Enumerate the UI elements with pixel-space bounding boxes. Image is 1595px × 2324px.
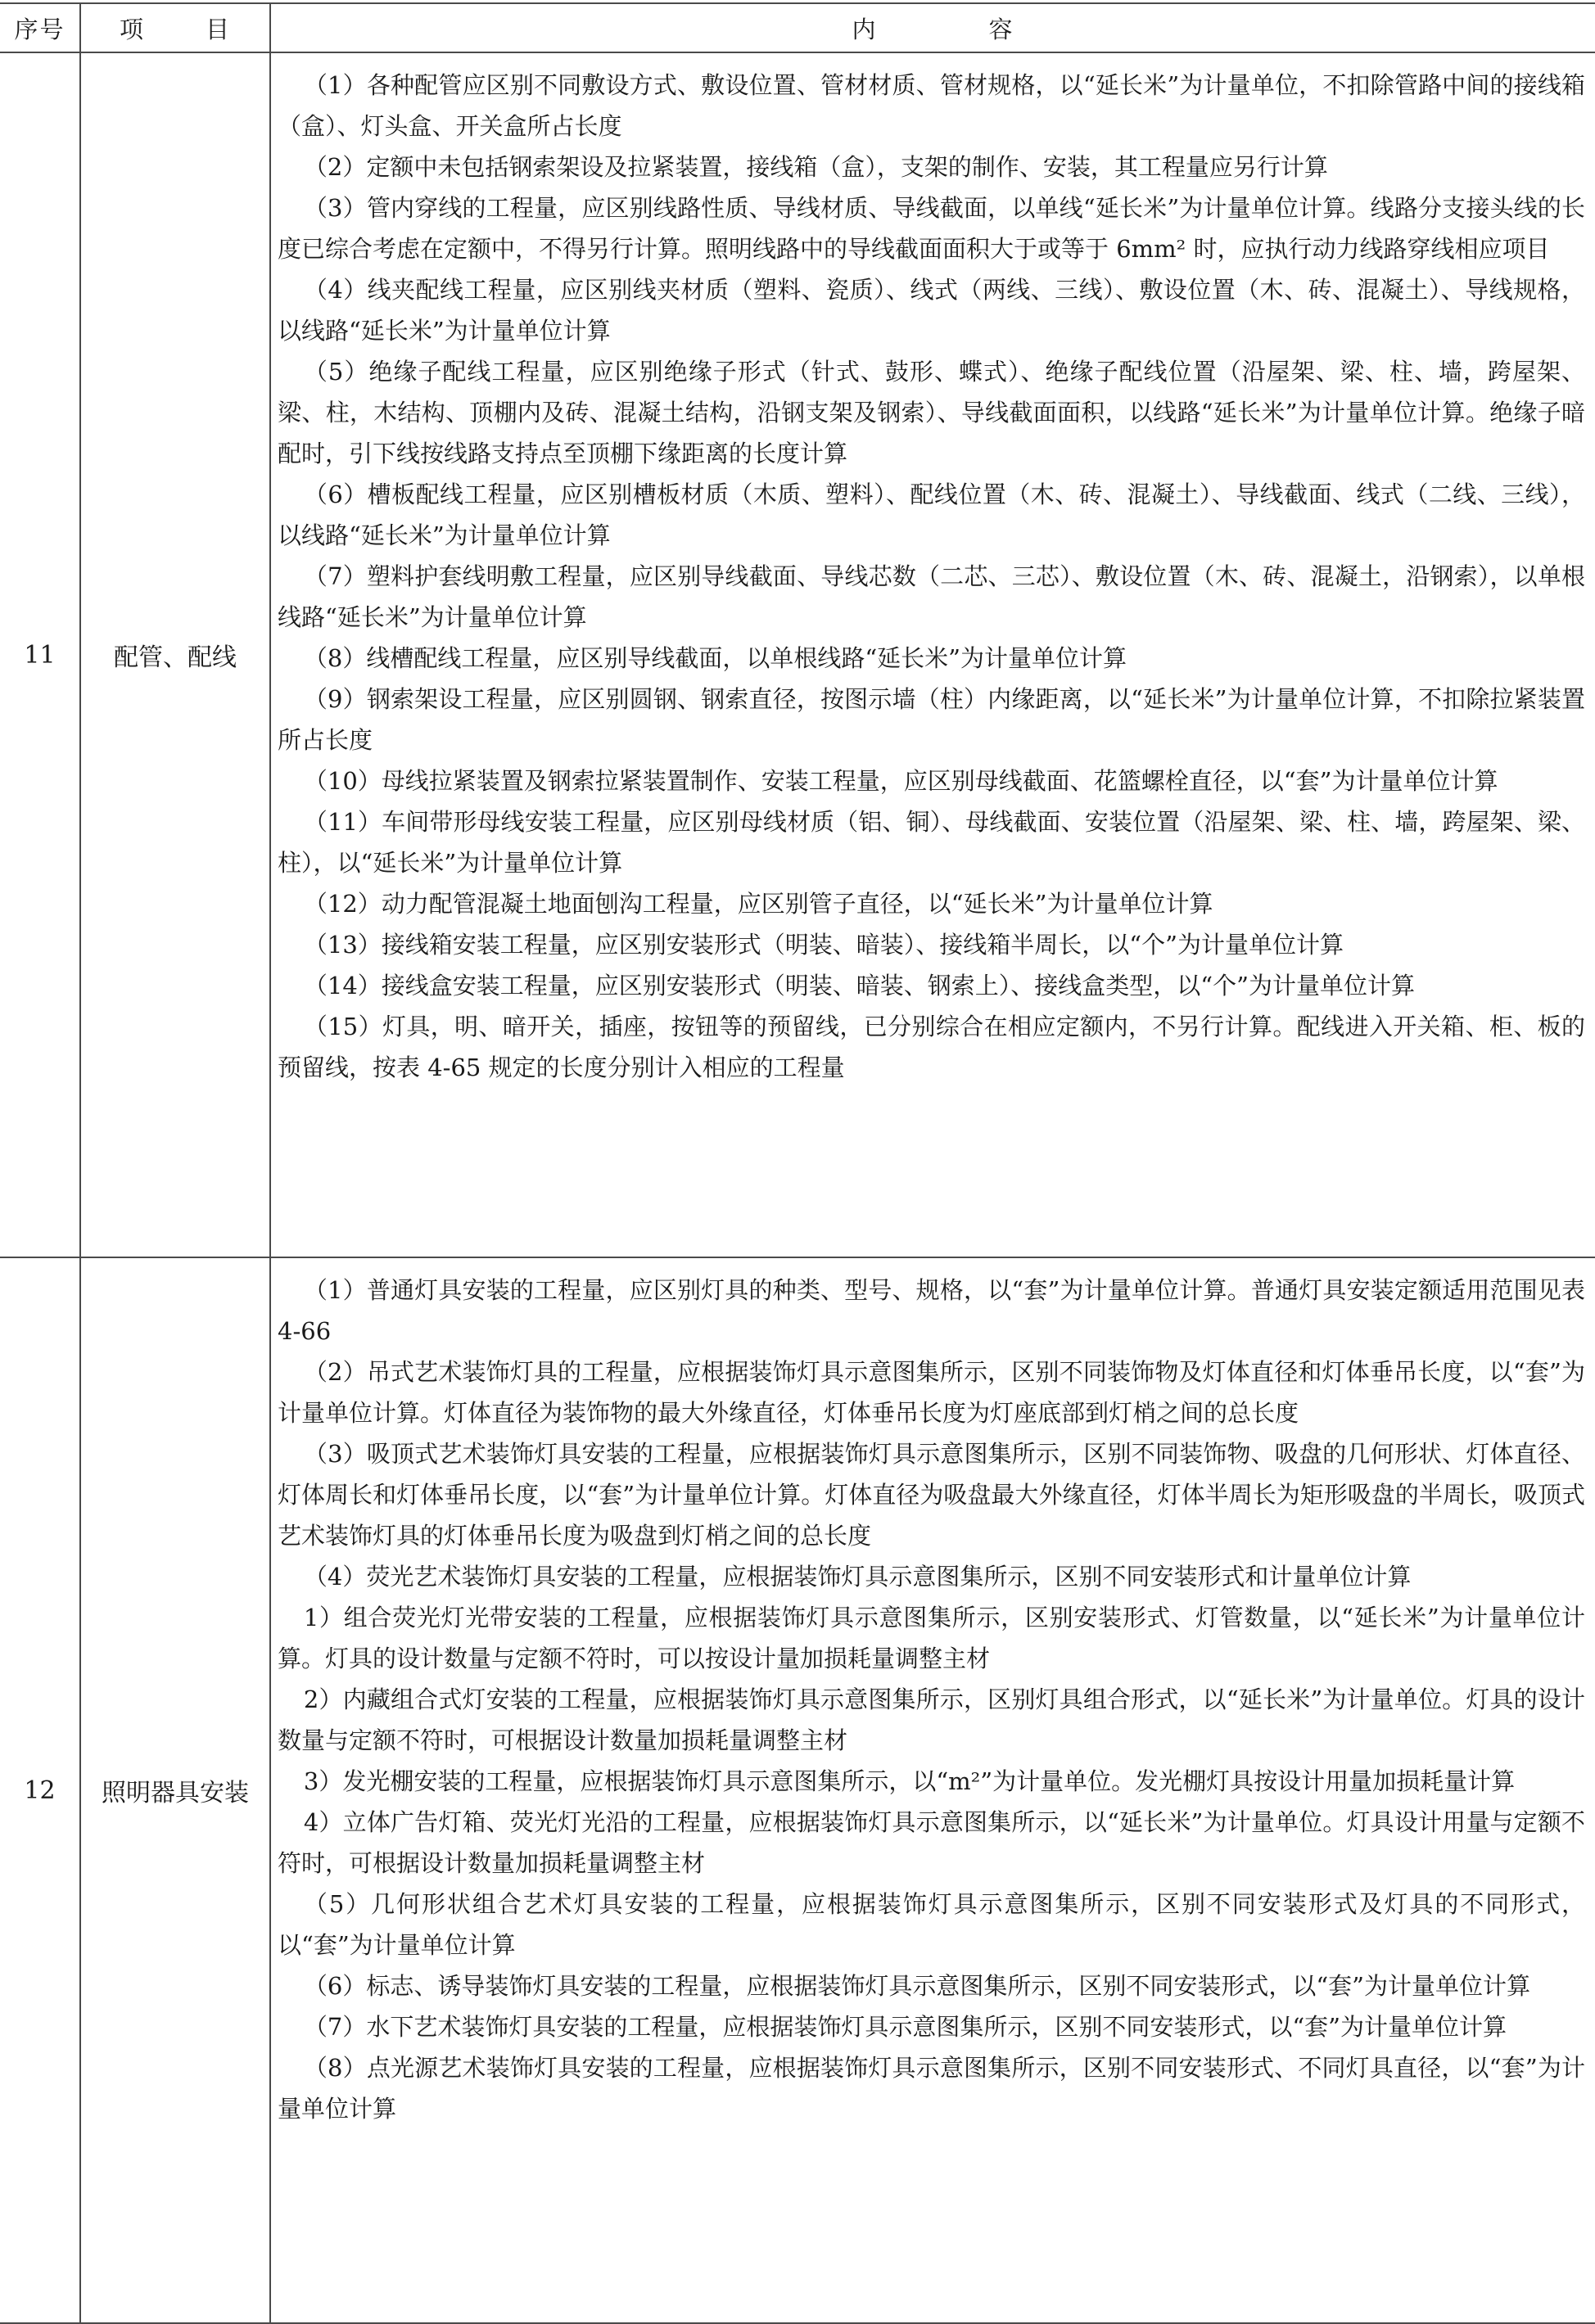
- content-paragraph: （7）水下艺术装饰灯具安装的工程量，应根据装饰灯具示意图集所示，区别不同安装形式，以“套”为计量单位计算: [303, 2013, 1507, 2041]
- content-paragraph: （4）线夹配线工程量，应区别线夹材质（塑料、瓷质）、线式（两线、三线）、敷设位置（木、砖、混凝土）、导线规格，以线路“延长米”为计量单位计算: [278, 276, 1585, 345]
- content-paragraph: （9）钢索架设工程量，应区别圆钢、钢索直径，按图示墙（柱）内缘距离，以“延长米”为计量单位计算，不扣除拉紧装置所占长度: [278, 685, 1585, 754]
- content-paragraph: （8）点光源艺术装饰灯具安装的工程量，应根据装饰灯具示意图集所示，区别不同安装形式、不同灯具直径，以“套”为计量单位计算: [278, 2054, 1585, 2123]
- content-paragraph: （6）标志、诱导装饰灯具安装的工程量，应根据装饰灯具示意图集所示，区别不同安装形式，以“套”为计量单位计算: [303, 1972, 1530, 2000]
- content-paragraph: （8）线槽配线工程量，应区别导线截面，以单根线路“延长米”为计量单位计算: [303, 644, 1127, 672]
- content-paragraph: （4）荧光艺术装饰灯具安装的工程量，应根据装饰灯具示意图集所示，区别不同安装形式和计量单位计算: [303, 1563, 1412, 1591]
- header-content-char-2: 容: [988, 15, 1014, 43]
- row-number: 12: [0, 1257, 80, 2323]
- row-content: [270, 1257, 1595, 2323]
- header-content-char-1: 内: [852, 15, 878, 43]
- content-paragraph: （5）绝缘子配线工程量，应区别绝缘子形式（针式、鼓形、蝶式）、绝缘子配线位置（沿屋架、梁、柱、墙，跨屋架、梁、柱，木结构、顶棚内及砖、混凝土结构，沿钢支架及钢索）、导线截面面积，以线路“延长米”为计量单位计算。绝缘子暗配时，引下线按线路支持点至顶棚下缘距离的长度计算: [278, 358, 1585, 467]
- content-paragraph: （5）几何形状组合艺术灯具安装的工程量，应根据装饰灯具示意图集所示，区别不同安装形式及灯具的不同形式，以“套”为计量单位计算: [278, 1890, 1585, 1959]
- quantity-rules-table: [0, 2, 1595, 2324]
- content-paragraph: （1）普通灯具安装的工程量，应区别灯具的种类、型号、规格，以“套”为计量单位计算。普通灯具安装定额适用范围见表 4-66: [278, 1276, 1585, 1345]
- content-paragraph: （11）车间带形母线安装工程量，应区别母线材质（铝、铜）、母线截面、安装位置（沿屋架、梁、柱、墙，跨屋架、梁、柱），以“延长米”为计量单位计算: [278, 808, 1585, 877]
- content-paragraph: 2）内藏组合式灯安装的工程量，应根据装饰灯具示意图集所示，区别灯具组合形式，以“延长米”为计量单位。灯具的设计数量与定额不符时，可根据设计数量加损耗量调整主材: [278, 1685, 1585, 1754]
- header-num: 序号: [0, 3, 80, 52]
- header-item: [80, 3, 270, 52]
- content-paragraph: 4）立体广告灯箱、荧光灯光沿的工程量，应根据装饰灯具示意图集所示，以“延长米”为计量单位。灯具设计用量与定额不符时，可根据设计数量加损耗量调整主材: [278, 1808, 1585, 1877]
- row-number: 11: [0, 52, 80, 1257]
- table-row: [0, 52, 1595, 1257]
- row-item: 照明器具安装: [80, 1257, 270, 2323]
- content-paragraph: 3）发光棚安装的工程量，应根据装饰灯具示意图集所示，以“m²”为计量单位。发光棚灯具按设计用量加损耗量计算: [303, 1767, 1516, 1795]
- content-paragraph: （3）吸顶式艺术装饰灯具安装的工程量，应根据装饰灯具示意图集所示，区别不同装饰物、吸盘的几何形状、灯体直径、灯体周长和灯体垂吊长度，以“套”为计量单位计算。灯体直径为吸盘最大外缘直径，灯体半周长为矩形吸盘的半周长，吸顶式艺术装饰灯具的灯体垂吊长度为吸盘到灯梢之间的总长度: [278, 1440, 1585, 1550]
- content-paragraph: （2）吊式艺术装饰灯具的工程量，应根据装饰灯具示意图集所示，区别不同装饰物及灯体直径和灯体垂吊长度，以“套”为计量单位计算。灯体直径为装饰物的最大外缘直径，灯体垂吊长度为灯座底部到灯梢之间的总长度: [278, 1358, 1585, 1427]
- header-content: [270, 3, 1595, 52]
- content-paragraph: 1）组合荧光灯光带安装的工程量，应根据装饰灯具示意图集所示，区别安装形式、灯管数量，以“延长米”为计量单位计算。灯具的设计数量与定额不符时，可以按设计量加损耗量调整主材: [278, 1604, 1585, 1672]
- content-paragraph: （7）塑料护套线明敷工程量，应区别导线截面、导线芯数（二芯、三芯）、敷设位置（木、砖、混凝土，沿钢索），以单根线路“延长米”为计量单位计算: [278, 562, 1585, 631]
- content-paragraph: （14）接线盒安装工程量，应区别安装形式（明装、暗装、钢索上）、接线盒类型，以“个”为计量单位计算: [303, 972, 1415, 1000]
- content-paragraph: （12）动力配管混凝土地面刨沟工程量，应区别管子直径，以“延长米”为计量单位计算: [303, 890, 1213, 918]
- table-row: [0, 1257, 1595, 2323]
- content-paragraph: （13）接线箱安装工程量，应区别安装形式（明装、暗装）、接线箱半周长，以“个”为计量单位计算: [303, 931, 1344, 959]
- content-paragraph: （10）母线拉紧装置及钢索拉紧装置制作、安装工程量，应区别母线截面、花篮螺栓直径，以“套”为计量单位计算: [303, 767, 1498, 795]
- content-paragraph: （2）定额中未包括钢索架设及拉紧装置，接线箱（盒），支架的制作、安装，其工程量应另行计算: [303, 153, 1328, 181]
- content-paragraph: （1）各种配管应区别不同敷设方式、敷设位置、管材材质、管材规格，以“延长米”为计量单位，不扣除管路中间的接线箱（盒）、灯头盒、开关盒所占长度: [278, 71, 1585, 140]
- table-header-row: [0, 3, 1595, 52]
- content-paragraph: （15）灯具，明、暗开关，插座，按钮等的预留线，已分别综合在相应定额内，不另行计算。配线进入开关箱、柜、板的预留线，按表 4-65 规定的长度分别计入相应的工程量: [278, 1013, 1585, 1081]
- row-item: 配管、配线: [80, 52, 270, 1257]
- header-item-char-1: 项: [119, 15, 145, 43]
- content-paragraph: （6）槽板配线工程量，应区别槽板材质（木质、塑料）、配线位置（木、砖、混凝土）、导线截面、线式（二线、三线），以线路“延长米”为计量单位计算: [278, 481, 1585, 549]
- header-item-char-2: 目: [206, 15, 232, 43]
- row-content: [270, 52, 1595, 1257]
- content-paragraph: （3）管内穿线的工程量，应区别线路性质、导线材质、导线截面，以单线“延长米”为计量单位计算。线路分支接头线的长度已综合考虑在定额中，不得另行计算。照明线路中的导线截面面积大于或等于 6mm² 时，应执行动力线路穿线相应项目: [278, 194, 1585, 263]
